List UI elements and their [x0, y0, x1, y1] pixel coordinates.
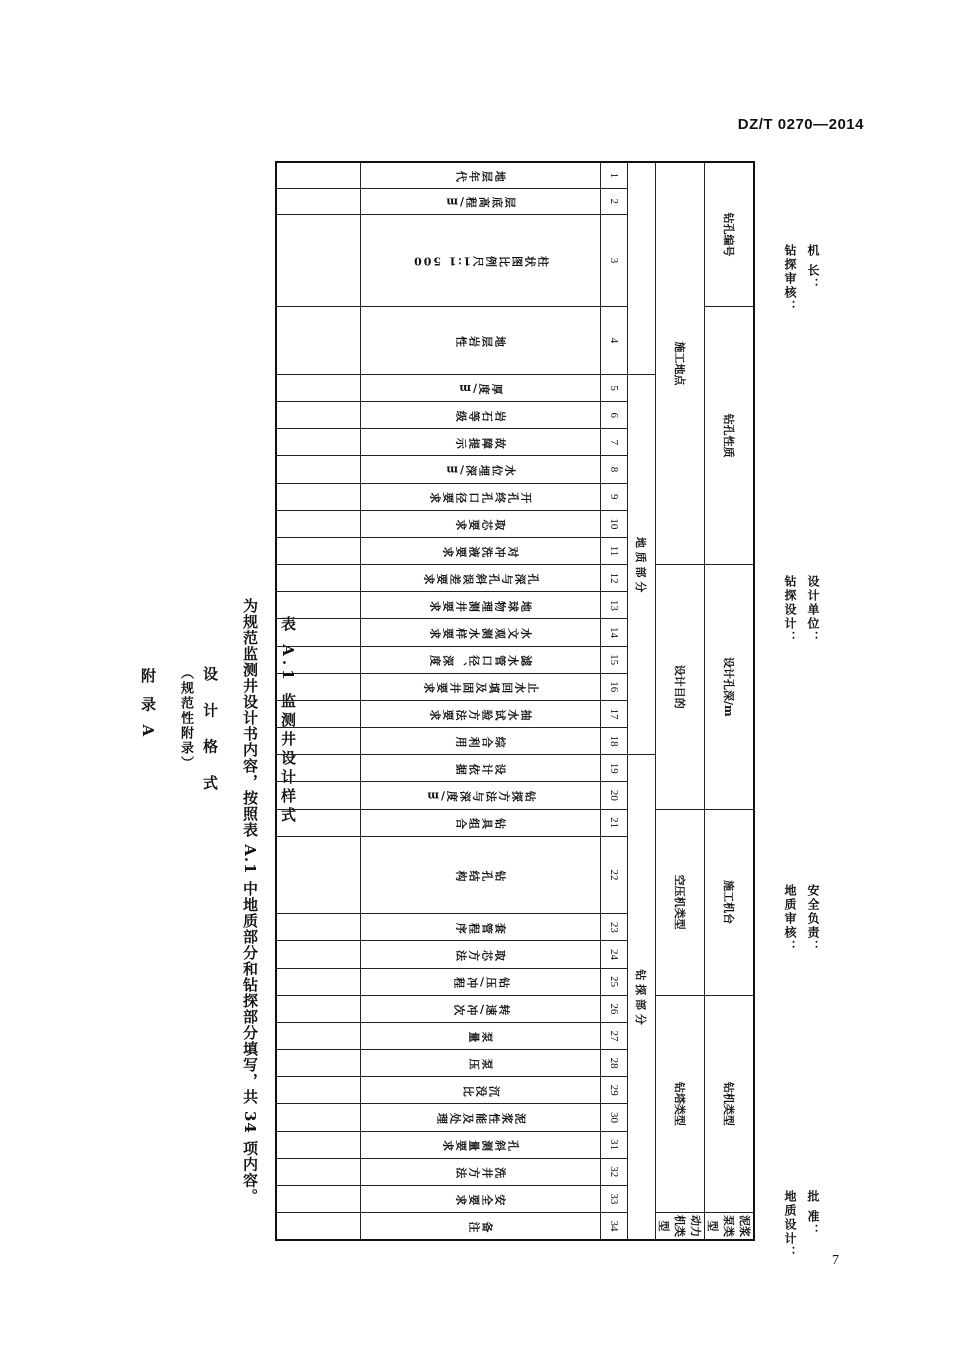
column-description: 泥浆性能及处理	[361, 1104, 601, 1131]
entry-cell	[277, 402, 361, 429]
column-description: 开孔终孔口径要求	[361, 483, 601, 510]
entry-cell	[277, 1185, 361, 1212]
column-number: 29	[601, 1077, 628, 1104]
column-description: 水文观测水样要求	[361, 619, 601, 646]
standard-number: DZ/T 0270—2014	[737, 116, 864, 133]
entry-cell	[277, 483, 361, 510]
entry-cell	[277, 1213, 361, 1241]
column-number: 2	[601, 188, 628, 214]
entry-cell	[277, 307, 361, 375]
entry-cell	[277, 619, 361, 646]
column-number: 1	[601, 162, 628, 188]
column-number: 8	[601, 456, 628, 483]
column-description: 安全要求	[361, 1185, 601, 1212]
column-number: 14	[601, 619, 628, 646]
column-number: 32	[601, 1158, 628, 1185]
column-description: 地层岩性	[361, 307, 601, 375]
column-description: 对冲洗液要求	[361, 537, 601, 564]
blank-cell	[628, 162, 656, 375]
entry-cell	[277, 1077, 361, 1104]
column-description: 岩石等级	[361, 402, 601, 429]
column-number: 7	[601, 429, 628, 456]
column-number: 19	[601, 755, 628, 782]
column-number: 21	[601, 809, 628, 836]
column-number: 28	[601, 1050, 628, 1077]
column-description: 故障提示	[361, 429, 601, 456]
column-number: 10	[601, 510, 628, 537]
intro-text: 为规范监测井设计书内容，按照表 A.1 中地质部分和钻探部分填写，共 34 项内容。	[241, 598, 259, 1205]
column-number: 24	[601, 941, 628, 968]
info-cell: 钻塔类型	[656, 995, 705, 1212]
column-number: 20	[601, 782, 628, 809]
info-cell: 设计目的	[656, 565, 705, 809]
sig-geo-review: 地质审核：	[783, 884, 797, 954]
entry-cell	[277, 673, 361, 700]
entry-cell	[277, 1050, 361, 1077]
entry-cell	[277, 214, 361, 306]
appendix-title: 附 录 A	[139, 668, 157, 741]
entry-cell	[277, 429, 361, 456]
column-description: 取芯要求	[361, 510, 601, 537]
column-number: 9	[601, 483, 628, 510]
column-number: 16	[601, 673, 628, 700]
column-number: 5	[601, 375, 628, 402]
column-description: 钻探方法与深度/m	[361, 782, 601, 809]
sig-geo-design: 地质设计：	[783, 1190, 797, 1260]
column-number: 17	[601, 700, 628, 727]
column-number: 13	[601, 592, 628, 619]
column-description: 取芯方法	[361, 941, 601, 968]
page-number: 7	[832, 1253, 839, 1268]
column-description: 设计依据	[361, 755, 601, 782]
sig-captain: 机 长：	[806, 244, 820, 293]
entry-cell	[277, 375, 361, 402]
entry-cell	[277, 456, 361, 483]
column-description: 钻孔结构	[361, 836, 601, 914]
column-description: 转速/冲次	[361, 995, 601, 1022]
sig-drill-review: 钻探审核：	[783, 244, 797, 314]
format-title: 设 计 格 式	[201, 666, 219, 798]
entry-cell	[277, 1022, 361, 1049]
column-number: 18	[601, 728, 628, 755]
entry-cell	[277, 646, 361, 673]
column-number: 26	[601, 995, 628, 1022]
info-cell: 空压机类型	[656, 809, 705, 995]
entry-cell	[277, 995, 361, 1022]
column-description: 地层年代	[361, 162, 601, 188]
info-cell: 钻孔编号	[705, 162, 755, 307]
entry-cell	[277, 728, 361, 755]
column-description: 泵压	[361, 1050, 601, 1077]
table-caption: 表 A.1 监测井设计样式	[279, 616, 297, 826]
column-number: 3	[601, 214, 628, 306]
column-description: 孔深与孔斜误差要求	[361, 565, 601, 592]
entry-cell	[277, 1158, 361, 1185]
column-number: 11	[601, 537, 628, 564]
entry-cell	[277, 700, 361, 727]
appendix-subtitle: （规范性附录）	[178, 666, 193, 771]
column-description: 层底高程/m	[361, 188, 601, 214]
entry-cell	[277, 537, 361, 564]
entry-cell	[277, 1104, 361, 1131]
column-number: 31	[601, 1131, 628, 1158]
info-cell: 钻孔性质	[705, 307, 755, 565]
column-description: 止水回填及固井要求	[361, 673, 601, 700]
info-cell: 泥浆泵类型	[705, 1213, 755, 1241]
entry-cell	[277, 836, 361, 914]
design-table	[317, 161, 755, 1241]
column-description: 钻具组合	[361, 809, 601, 836]
column-description: 地球物理测井要求	[361, 592, 601, 619]
column-number: 30	[601, 1104, 628, 1131]
info-cell: 施工地点	[656, 162, 705, 565]
column-number: 15	[601, 646, 628, 673]
column-number: 4	[601, 307, 628, 375]
info-cell: 动力机类型	[656, 1213, 705, 1241]
column-number: 23	[601, 914, 628, 941]
entry-cell	[277, 809, 361, 836]
sig-safety: 安全负责：	[806, 884, 820, 954]
entry-cell	[277, 162, 361, 188]
column-description: 套管程序	[361, 914, 601, 941]
entry-cell	[277, 510, 361, 537]
info-cell: 设计孔深/m	[705, 565, 755, 809]
entry-cell	[277, 968, 361, 995]
column-description: 泵量	[361, 1022, 601, 1049]
entry-cell	[277, 755, 361, 782]
entry-cell	[277, 914, 361, 941]
column-description: 孔斜测量要求	[361, 1131, 601, 1158]
section-geo: 地 质 部 分	[628, 375, 656, 755]
column-description: 钻压/冲程	[361, 968, 601, 995]
column-number: 27	[601, 1022, 628, 1049]
info-cell: 施工机台	[705, 809, 755, 995]
entry-cell	[277, 941, 361, 968]
entry-cell	[277, 1131, 361, 1158]
column-number: 12	[601, 565, 628, 592]
column-description: 水位埋深/m	[361, 456, 601, 483]
column-number: 6	[601, 402, 628, 429]
column-description: 洗井方法	[361, 1158, 601, 1185]
entry-cell	[277, 188, 361, 214]
entry-cell	[277, 592, 361, 619]
column-number: 22	[601, 836, 628, 914]
info-cell: 钻机类型	[705, 995, 755, 1212]
section-drill: 钻 探 部 分	[628, 755, 656, 1240]
column-description: 抽水试验方法要求	[361, 700, 601, 727]
column-description: 厚度/m	[361, 375, 601, 402]
entry-cell	[277, 565, 361, 592]
sig-drill-design: 钻探设计：	[783, 575, 797, 645]
column-number: 25	[601, 968, 628, 995]
column-description: 滤水管口径、深度	[361, 646, 601, 673]
column-description: 沉没比	[361, 1077, 601, 1104]
sig-approve: 批 准：	[806, 1190, 820, 1239]
column-number: 34	[601, 1213, 628, 1241]
column-description: 备注	[361, 1213, 601, 1241]
sig-design-unit: 设计单位：	[806, 575, 820, 645]
column-description: 综合利用	[361, 728, 601, 755]
column-number: 33	[601, 1185, 628, 1212]
entry-cell	[277, 782, 361, 809]
column-description: 柱状图比例尺1∶1 500	[361, 214, 601, 306]
